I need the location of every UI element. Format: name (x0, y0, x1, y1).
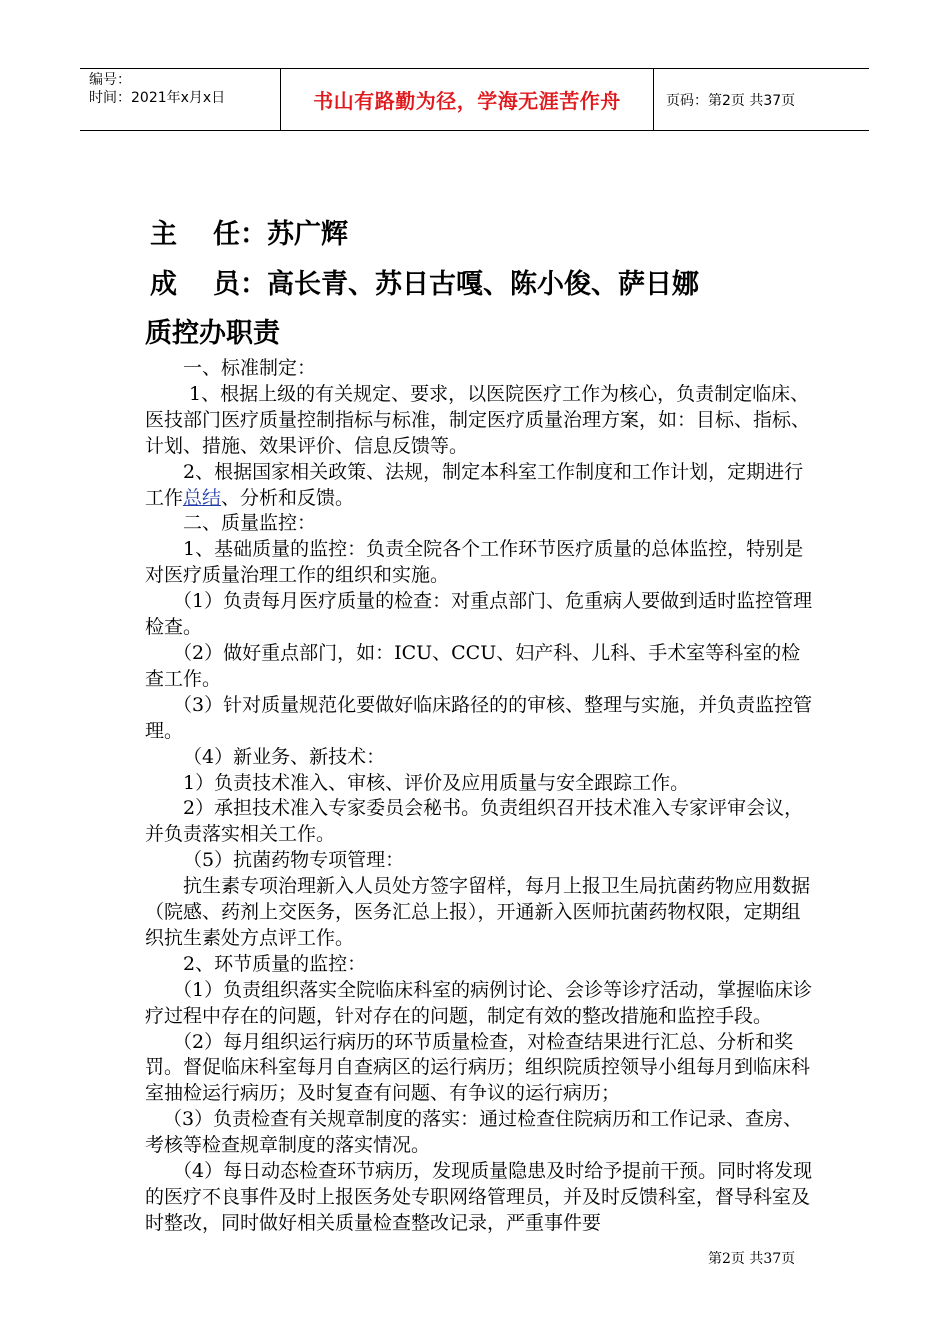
time-label: 时间：2021年x月x日 (89, 90, 226, 106)
members-label-a: 成 (150, 269, 177, 300)
page-footer: 第2页 共37页 (708, 1251, 796, 1267)
paragraph: 二、质量监控： (183, 512, 317, 535)
paragraph: （4）新业务、新技术： (183, 745, 386, 768)
paragraph: 1、基础质量的监控：负责全院各个工作环节医疗质量的总体监控，特别是对医疗质量治理工作的组织和实施。 (145, 538, 804, 587)
paragraph: （3）针对质量规范化要做好临床路径的的审核、整理与实施，并负责监控管理。 (145, 693, 813, 742)
paragraph: （1）负责组织落实全院临床科室的病例讨论、会诊等诊疗活动，掌握临床诊疗过程中存在的问题，针对存在的问题，制定有效的整改措施和监控手段。 (145, 978, 813, 1027)
paragraph: （5）抗菌药物专项管理： (183, 849, 405, 872)
paragraph: 2）承担技术准入专家委员会秘书。负责组织召开技术准入专家评审会议，并负责落实相关工作。 (145, 797, 804, 846)
document-body (145, 356, 813, 1237)
paragraph: （3）负责检查有关规章制度的落实：通过检查住院病历和工作记录、查房、考核等检查规章制度的落实情况。 (145, 1108, 803, 1157)
paragraph: 2、环节质量的监控： (183, 952, 367, 975)
director-label-a: 主 (150, 219, 177, 250)
header-motto: 书山有路勤为径，学海无涯苦作舟 (281, 69, 654, 130)
paragraph: （4）每日动态检查环节病历，发现质量隐患及时给予提前干预。同时将发现的医疗不良事件及时上报医务处专职网络管理员，并及时反馈科室，督导科室及时整改，同时做好相关质量检查整改记录，严重事件要 (145, 1160, 813, 1234)
members-line (150, 262, 699, 301)
paragraph: 抗生素专项治理新入人员处方签字留样，每月上报卫生局抗菌药物应用数据（院感、药剂上交医务，医务汇总上报），开通新入医师抗菌药物权限，定期组织抗生素处方点评工作。 (145, 875, 811, 949)
paragraph: 1）负责技术准入、审核、评价及应用质量与安全跟踪工作。 (183, 771, 690, 794)
paragraph-text: 、分析和反馈。 (221, 486, 355, 509)
members-names: 高长青、苏日古嘎、陈小俊、萨日娜 (267, 269, 699, 300)
paragraph: （2）每月组织运行病历的环节质量检查，对检查结果进行汇总、分析和奖罚。督促临床科室每月自查病区的运行病历；组织院质控领导小组每月到临床科室抽检运行病历；及时复查有问题、有争议的运行病历； (145, 1030, 811, 1105)
director-label-b: 任： (213, 219, 267, 250)
members-label-b: 员： (213, 269, 267, 300)
page-header (80, 68, 869, 131)
header-meta (80, 69, 281, 130)
paragraph-text: 2、根据国家相关政策、法规，制定本科室工作制度和工作计划，定期进行工作 (145, 460, 804, 509)
paragraph: （1）负责每月医疗质量的检查：对重点部门、危重病人要做到适时监控管理检查。 (145, 590, 813, 639)
paragraph (145, 460, 813, 512)
header-page-label: 页码：第2页 共37页 (666, 92, 796, 109)
paragraph: （2）做好重点部门，如：ICU、CCU、妇产科、儿科、手术室等科室的检查工作。 (145, 641, 801, 690)
director-line (150, 212, 348, 251)
paragraph: 一、标准制定： (183, 357, 317, 379)
number-label: 编号： (89, 72, 131, 88)
office-title: 质控办职责 (145, 318, 280, 349)
director-name: 苏广辉 (267, 219, 348, 250)
summary-link[interactable]: 总结 (183, 486, 222, 509)
paragraph: 1、根据上级的有关规定、要求，以医院医疗工作为核心，负责制定临床、医技部门医疗质量控制指标与标准，制定医疗质量治理方案，如：目标、指标、计划、措施、效果评价、信息反馈等。 (145, 382, 811, 457)
